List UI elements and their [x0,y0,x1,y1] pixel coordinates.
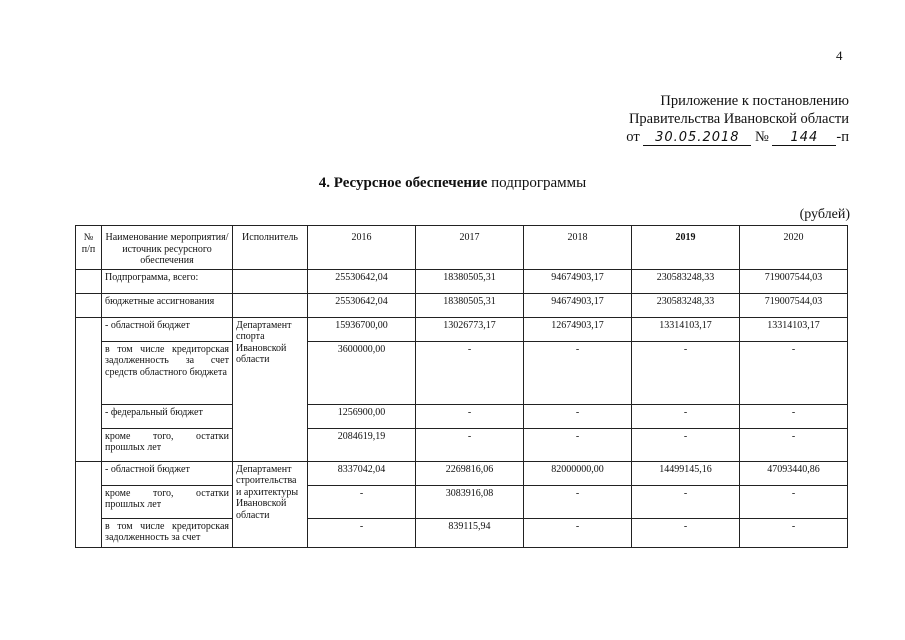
header-year: 2018 [524,226,632,270]
row-value: - [524,518,632,547]
row-executor-empty [233,269,308,293]
row-value: 94674903,17 [524,269,632,293]
row-num [76,269,102,293]
header-num: № п/п [76,226,102,270]
row-value: - [632,428,740,461]
row-value: 82000000,00 [524,461,632,485]
row-value: 15936700,00 [308,317,416,341]
row-value: - [416,404,524,428]
row-value: 12674903,17 [524,317,632,341]
row-value: 2269816,06 [416,461,524,485]
row-value: 230583248,33 [632,269,740,293]
header-year: 2017 [416,226,524,270]
row-name: кроме того, остатки прошлых лет [102,428,233,461]
row-value: - [740,341,848,404]
header-name: Наименование мероприятия/источник ресурсного обеспечения [102,226,233,270]
row-value: - [524,341,632,404]
row-value: 14499145,16 [632,461,740,485]
table-row [76,293,848,317]
row-value: - [740,518,848,547]
row-value: - [740,404,848,428]
row-executor-empty [233,293,308,317]
from-label: от [626,129,640,145]
table-row [76,341,848,404]
row-value: 18380505,31 [416,293,524,317]
row-name: бюджетные ассигнования [102,293,233,317]
row-value: 839115,94 [416,518,524,547]
row-value: - [632,341,740,404]
row-name: в том числе кредиторская задолженность за счет средств областного бюджета [102,341,233,404]
appendix-line-3 [626,128,849,146]
section-title [0,175,905,192]
row-value: 3083916,08 [416,485,524,518]
table-row [76,518,848,547]
table-row [76,404,848,428]
row-value: 25530642,04 [308,293,416,317]
row-name: в том числе кредиторская задолженность за счет [102,518,233,547]
table-row [76,317,848,341]
row-name: - областной бюджет [102,461,233,485]
row-num [76,317,102,461]
section-title-bold: 4. Ресурсное обеспечение [318,175,488,191]
row-value: 719007544,03 [740,293,848,317]
number-label: № [754,129,769,145]
row-value: 13314103,17 [632,317,740,341]
appendix-line-1: Приложение к постановлению [660,93,849,109]
row-value: 230583248,33 [632,293,740,317]
row-value: - [416,428,524,461]
row-value: - [632,404,740,428]
appendix-block [626,92,849,146]
units-label: (рублей) [799,207,850,222]
table-header-row [76,226,848,270]
resolution-date: 30.05.2018 [643,131,751,146]
row-value: 13026773,17 [416,317,524,341]
row-value: - [308,518,416,547]
executor-sport-department: Департамент спорта Ивановской области [233,317,308,461]
page-number: 4 [836,48,843,63]
row-name: кроме того, остатки прошлых лет [102,485,233,518]
row-value: - [524,485,632,518]
row-value: - [632,518,740,547]
table-row [76,485,848,518]
row-value: 719007544,03 [740,269,848,293]
row-num [76,293,102,317]
row-value: - [308,485,416,518]
header-year: 2019 [632,226,740,270]
row-value: 2084619,19 [308,428,416,461]
row-value: - [524,404,632,428]
executor-construction-department: Департамент строительства и архитектуры Ивановской области [233,461,308,547]
section-title-rest: подпрограммы [487,175,587,191]
row-value: - [524,428,632,461]
row-name: Подпрограмма, всего: [102,269,233,293]
row-name: - федеральный бюджет [102,404,233,428]
header-year: 2016 [308,226,416,270]
row-value: 47093440,86 [740,461,848,485]
row-value: 94674903,17 [524,293,632,317]
header-year: 2020 [740,226,848,270]
table-row [76,269,848,293]
row-value: 1256900,00 [308,404,416,428]
table-row [76,428,848,461]
row-value: - [740,485,848,518]
row-value: 8337042,04 [308,461,416,485]
table-row [76,461,848,485]
number-suffix: -п [836,129,849,145]
row-num [76,461,102,547]
row-value: 18380505,31 [416,269,524,293]
row-value: - [632,485,740,518]
row-value: 25530642,04 [308,269,416,293]
row-name: - областной бюджет [102,317,233,341]
row-value: 3600000,00 [308,341,416,404]
resource-table [75,225,848,548]
row-value: 13314103,17 [740,317,848,341]
resolution-number: 144 [772,131,836,146]
header-executor: Исполнитель [233,226,308,270]
appendix-line-2: Правительства Ивановской области [628,111,849,127]
row-value: - [416,341,524,404]
row-value: - [740,428,848,461]
